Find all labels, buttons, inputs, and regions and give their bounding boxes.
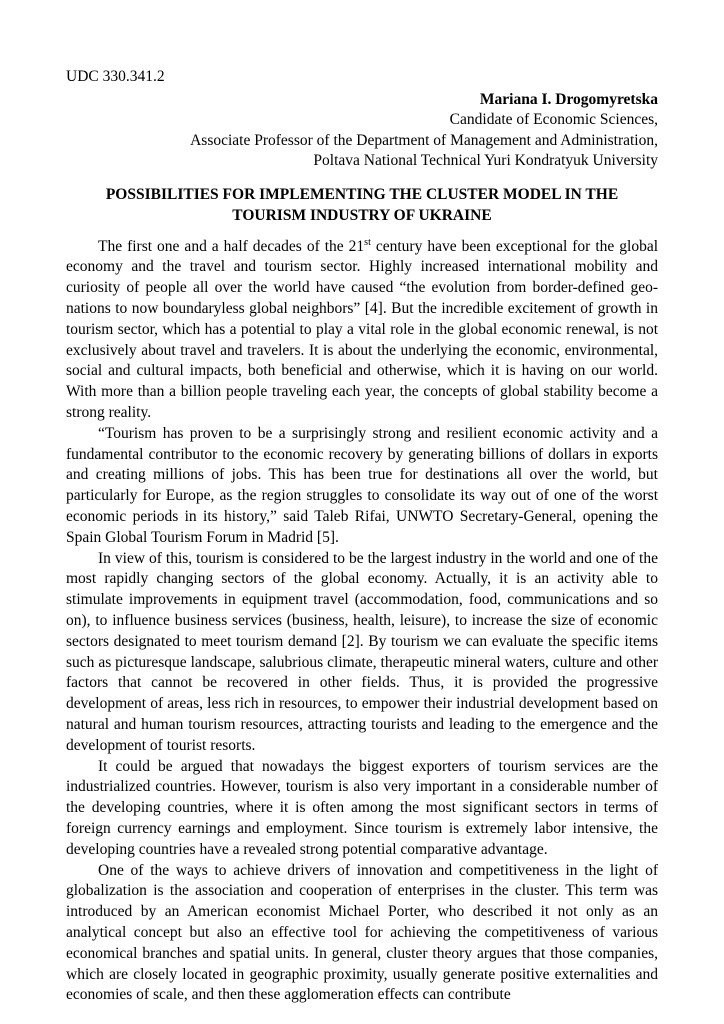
author-position: Associate Professor of the Department of Management and Administration,	[190, 131, 658, 149]
paper-body	[66, 237, 658, 1006]
paragraph-4: It could be argued that nowadays the biggest exporters of tourism services are the industrialized countries. However, tourism is also very important in a considerable number of the developing countries, where it is often among the most significant sectors in terms of foreign currency earnings and employment. Since tourism is extremely labor intensive, the developing countries have a revealed strong potential comparative advantage.	[66, 757, 658, 858]
paper-title: POSSIBILITIES FOR IMPLEMENTING THE CLUSTER MODEL IN THE TOURISM INDUSTRY OF UKRAINE	[105, 185, 619, 224]
paragraph-1	[66, 237, 658, 424]
author-block	[66, 90, 658, 172]
paragraph-2: “Tourism has proven to be a surprisingly strong and resilient economic activity and a fundamental contributor to the economic recovery by generating billions of dollars in exports and creating millions of jobs. This has been true for destinations all over the world, but particularly for Europe, as the region struggles to consolidate its way out of one of the worst economic periods in its history,” said Taleb Rifai, UNWTO Secretary-General, opening the Spain Global Tourism Forum in Madrid [5].	[66, 424, 658, 546]
paragraph-3: In view of this, tourism is considered to be the largest industry in the world and one of the most rapidly changing sectors of the global economy. Actually, it is an activity able to stimulate improvements in equipment travel (accommodation, food, communications and so on), to influence business services (business, health, leisure), to increase the size of economic sectors designated to meet tourism demand [2]. By tourism we can evaluate the specific items such as picturesque landscape, salubrious climate, therapeutic mineral waters, culture and other factors that cannot be recovered in other fields. Thus, it is provided the progressive development of areas, less rich in resources, to empower their industrial development based on natural and human tourism resources, attracting tourists and leading to the emergence and the development of tourist resorts.	[66, 549, 658, 754]
paragraph-1-text-before-superscript: The first one and a half decades of the 21	[98, 237, 365, 255]
author-university: Poltava National Technical Yuri Kondratyuk University	[313, 152, 658, 170]
ordinal-superscript: st	[364, 236, 371, 248]
udc-code: UDC 330.341.2	[66, 68, 165, 85]
author-degree: Candidate of Economic Sciences,	[449, 111, 658, 129]
author-name: Mariana I. Drogomyretska	[479, 91, 658, 108]
paragraph-1-text-after-superscript: century have been exceptional for the global economy and the travel and tourism sector. Highly increased international mobility and curiosity of people all over the world have caused “the evolution from border-defined geo-nations to now boundaryless global neighbors” [4]. But the incredible excitement of growth in tourism sector, which has a potential to play a vital role in the global economic renewal, is not exclusively about travel and travelers. It is about the underlying the economic, environmental, social and cultural impacts, both beneficial and otherwise, which it is having on our world. With more than a billion people traveling each year, the concepts of global stability become a strong reality.	[66, 237, 659, 421]
paragraph-5: One of the ways to achieve drivers of innovation and competitiveness in the light of globalization is the association and cooperation of enterprises in the cluster. This term was introduced by an American economist Michael Porter, who described it not only as an analytical concept but also an effective tool for achieving the competitiveness of various economical branches and spatial units. In general, cluster theory argues that those companies, which are closely located in geographic proximity, usually generate positive externalities and economies of scale, and then these agglomeration effects can contribute	[66, 861, 658, 1004]
